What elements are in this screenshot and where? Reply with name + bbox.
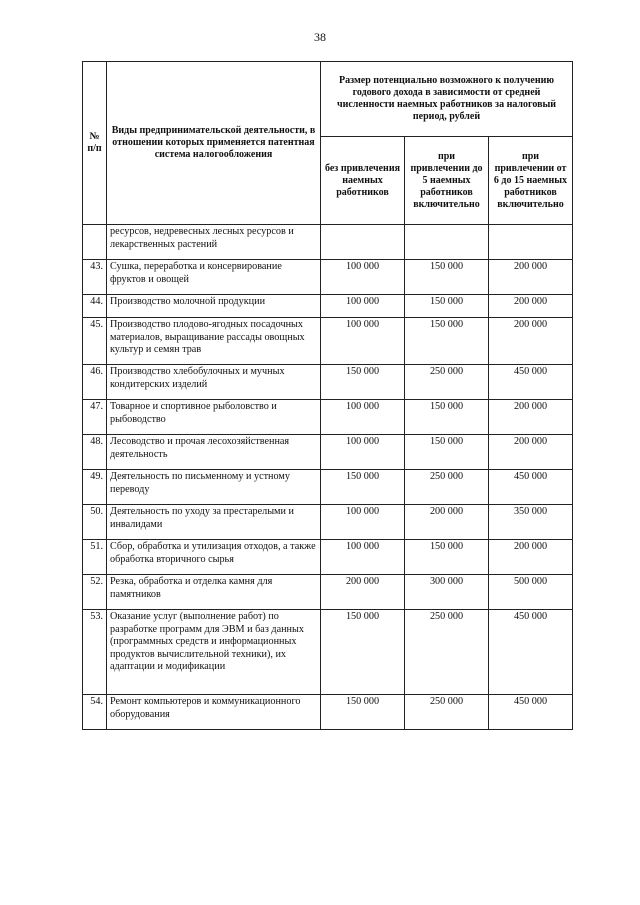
row-number: 45. [83,318,107,365]
row-value-none: 150 000 [321,610,405,695]
row-number: 48. [83,435,107,470]
table-body [83,225,573,730]
row-value-none: 100 000 [321,295,405,318]
row-value-upto5: 200 000 [405,505,489,540]
row-activity-name: Деятельность по письменному и устному переводу [107,470,321,505]
row-activity-name: Производство плодово-ягодных посадочных материалов, выращивание рассады овощных культур и семян трав [107,318,321,365]
row-activity-name: Деятельность по уходу за престарелыми и инвалидами [107,505,321,540]
row-number: 43. [83,260,107,295]
row-value-upto5: 150 000 [405,540,489,575]
row-value-6to15 [489,225,573,260]
row-value-upto5: 250 000 [405,695,489,730]
row-value-none: 150 000 [321,470,405,505]
table-row [83,470,573,505]
row-number: 44. [83,295,107,318]
row-number: 53. [83,610,107,695]
row-value-none: 100 000 [321,540,405,575]
header-col-6to15: при привлечении от 6 до 15 наемных работников включительно [489,137,573,225]
row-number: 50. [83,505,107,540]
row-value-none: 100 000 [321,318,405,365]
page-number: 38 [314,30,326,44]
income-table [82,61,573,730]
table-header [83,62,573,225]
row-activity-name: Сбор, обработка и утилизация отходов, а также обработка вторичного сырья [107,540,321,575]
row-activity-name: Производство хлебобулочных и мучных кондитерских изделий [107,365,321,400]
row-number: 47. [83,400,107,435]
row-value-6to15: 200 000 [489,260,573,295]
row-value-6to15: 450 000 [489,470,573,505]
row-number: 52. [83,575,107,610]
header-income-group: Размер потенциально возможного к получению годового дохода в зависимости от средней численности наемных работников за налоговый период, рублей [321,62,573,137]
table-row [83,318,573,365]
row-activity-name: Ремонт компьютеров и коммуникационного оборудования [107,695,321,730]
row-value-none: 100 000 [321,505,405,540]
row-value-upto5: 300 000 [405,575,489,610]
row-value-upto5: 150 000 [405,318,489,365]
row-value-upto5: 250 000 [405,470,489,505]
row-activity-name: Лесоводство и прочая лесохозяйственная деятельность [107,435,321,470]
row-value-upto5 [405,225,489,260]
row-activity-name: ресурсов, недревесных лесных ресурсов и лекарственных растений [107,225,321,260]
row-value-6to15: 200 000 [489,295,573,318]
row-number [83,225,107,260]
row-value-6to15: 350 000 [489,505,573,540]
row-activity-name: Резка, обработка и отделка камня для памятников [107,575,321,610]
row-number: 46. [83,365,107,400]
row-number: 51. [83,540,107,575]
table-row [83,225,573,260]
row-value-6to15: 450 000 [489,695,573,730]
row-value-6to15: 200 000 [489,318,573,365]
row-value-none: 200 000 [321,575,405,610]
row-activity-name: Оказание услуг (выполнение работ) по разработке программ для ЭВМ и баз данных (программных средств и информационных продуктов вычислительной техники), их адаптации и модификации [107,610,321,695]
row-value-6to15: 200 000 [489,435,573,470]
row-value-upto5: 150 000 [405,400,489,435]
row-value-6to15: 200 000 [489,400,573,435]
row-number: 54. [83,695,107,730]
header-col-none: без привлечения наемных работников [321,137,405,225]
header-num: № п/п [83,62,107,225]
table-row [83,610,573,695]
row-number: 49. [83,470,107,505]
table-row [83,695,573,730]
table-row [83,400,573,435]
table-row [83,365,573,400]
row-activity-name: Сушка, переработка и консервирование фруктов и овощей [107,260,321,295]
row-value-6to15: 500 000 [489,575,573,610]
row-value-6to15: 450 000 [489,610,573,695]
row-value-upto5: 150 000 [405,435,489,470]
row-value-upto5: 250 000 [405,610,489,695]
row-value-upto5: 150 000 [405,260,489,295]
row-value-none: 150 000 [321,695,405,730]
row-value-none: 100 000 [321,260,405,295]
table-row [83,260,573,295]
row-value-none: 100 000 [321,400,405,435]
table-row [83,295,573,318]
table-row [83,435,573,470]
row-value-none: 100 000 [321,435,405,470]
row-activity-name: Производство молочной продукции [107,295,321,318]
row-activity-name: Товарное и спортивное рыболовство и рыбоводство [107,400,321,435]
header-activity: Виды предпринимательской деятельности, в отношении которых применяется патентная система налогообложения [107,62,321,225]
row-value-none: 150 000 [321,365,405,400]
table-row [83,505,573,540]
row-value-upto5: 250 000 [405,365,489,400]
row-value-6to15: 200 000 [489,540,573,575]
header-col-upto5: при привлечении до 5 наемных работников включительно [405,137,489,225]
row-value-none [321,225,405,260]
row-value-6to15: 450 000 [489,365,573,400]
table-row [83,575,573,610]
table-row [83,540,573,575]
row-value-upto5: 150 000 [405,295,489,318]
